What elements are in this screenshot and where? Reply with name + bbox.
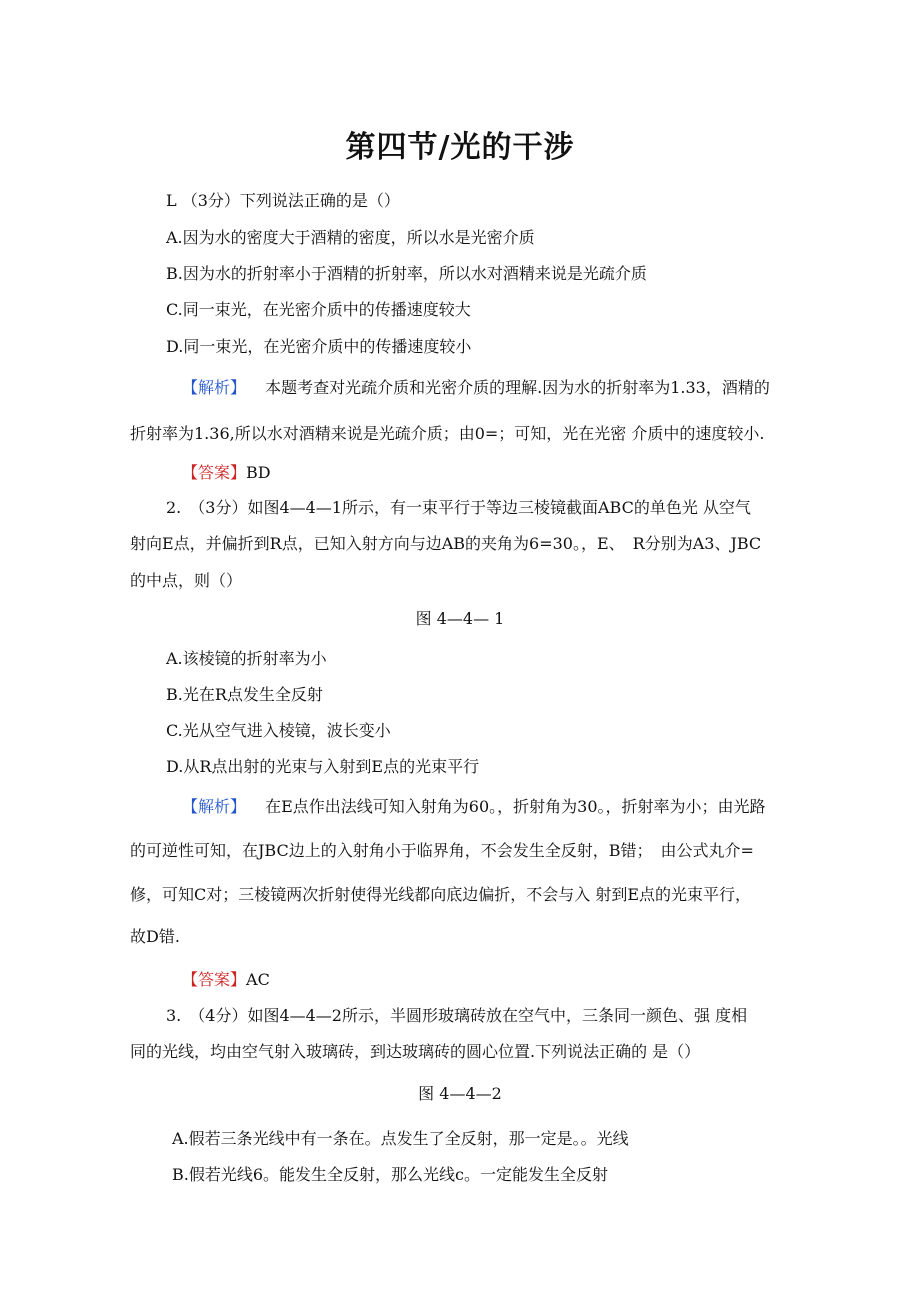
q1-option-a: A.因为水的密度大于酒精的密度，所以水是光密介质 — [166, 228, 535, 247]
q2-analysis-line-4: 故D错. — [130, 927, 180, 946]
q1-analysis-text-1: 本题考查对光疏介质和光密介质的理解.因为水的折射率为1.33，酒精的 — [265, 378, 770, 397]
q2-answer-value: AC — [246, 970, 270, 989]
q2-answer — [182, 969, 270, 991]
q3-stem-line-2: 同的光线，均由空气射入玻璃砖，到达玻璃砖的圆心位置.下列说法正确的 是（） — [130, 1042, 701, 1061]
q3-stem-line-1: 3. （4分）如图4—4—2所示，半圆形玻璃砖放在空气中，三条同一颜色、强 度相 — [166, 1006, 748, 1025]
q2-analysis-line-1 — [182, 796, 766, 818]
q1-option-c: C.同一束光，在光密介质中的传播速度较大 — [166, 300, 471, 319]
q1-analysis-tag: 【解析】 — [182, 378, 247, 397]
q1-answer — [182, 462, 271, 484]
q2-stem-line-2: 射向E点，并偏折到R点，已知入射方向与边AB的夹角为6=30。，E、 R分别为A3、JBC — [130, 534, 762, 553]
q2-analysis-text-1: 在E点作出法线可知入射角为60。，折射角为30。，折射率为小；由光路 — [265, 797, 766, 816]
q3-option-b: B.假若光线6。能发生全反射，那么光线c。一定能发生全反射 — [172, 1165, 608, 1184]
q2-option-c: C.光从空气进入棱镜，波长变小 — [166, 721, 391, 740]
q2-analysis-line-3: 修，可知C对；三棱镜两次折射使得光线都向底边偏折，不会与入 射到E点的光束平行， — [130, 885, 752, 904]
q3-option-a: A.假若三条光线中有一条在。点发生了全反射，那一定是。。光线 — [172, 1129, 629, 1148]
q2-analysis-line-2: 的可逆性可知，在JBC边上的入射角小于临界角，不会发生全反射，B错； 由公式丸介= — [130, 841, 754, 860]
q2-figure-caption: 图 4—4— 1 — [415, 609, 505, 628]
q3-figure-caption: 图 4—4—2 — [418, 1084, 502, 1103]
q1-option-d: D.同一束光，在光密介质中的传播速度较小 — [166, 337, 472, 356]
q2-stem-line-1: 2. （3分）如图4—4—1所示，有一束平行于等边三棱镜截面ABC的单色光 从空气 — [166, 498, 751, 517]
page-title: 第四节/光的干涉 — [345, 130, 575, 165]
q2-analysis-tag: 【解析】 — [182, 797, 247, 816]
q2-option-b: B.光在R点发生全反射 — [166, 685, 323, 704]
q2-stem-line-3: 的中点，则（） — [130, 571, 243, 590]
q1-option-b: B.因为水的折射率小于酒精的折射率，所以水对酒精来说是光疏介质 — [166, 264, 647, 283]
q2-option-d: D.从R点出射的光束与入射到E点的光束平行 — [166, 757, 480, 776]
q1-stem: L （3分）下列说法正确的是（） — [166, 191, 400, 210]
q2-option-a: A.该棱镜的折射率为小 — [166, 649, 327, 668]
q2-answer-tag: 【答案】 — [182, 970, 247, 989]
q1-analysis-line-1 — [182, 377, 770, 399]
q1-answer-value: BD — [246, 463, 271, 482]
q1-answer-tag: 【答案】 — [182, 463, 247, 482]
q1-analysis-line-2: 折射率为1.36,所以水对酒精来说是光疏介质；由0=；可知，光在光密 介质中的速度较小. — [130, 424, 765, 443]
